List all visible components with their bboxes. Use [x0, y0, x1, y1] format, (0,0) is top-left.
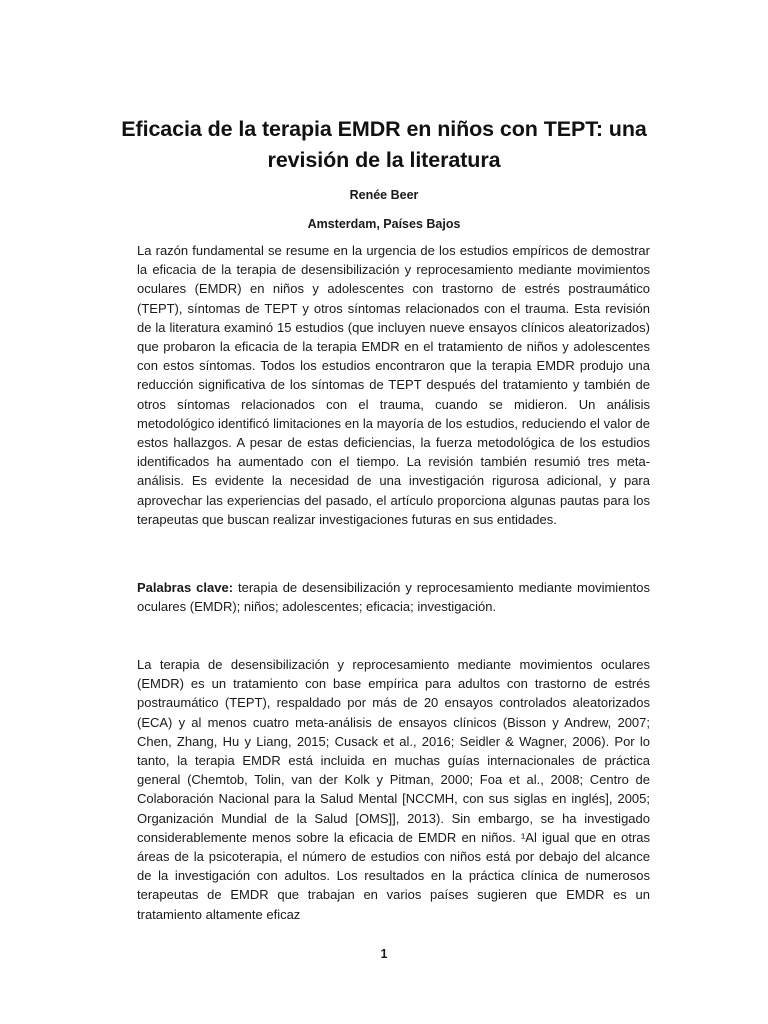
page-number: 1 [380, 947, 388, 961]
author-affiliation: Amsterdam, Países Bajos [307, 217, 461, 231]
keywords-paragraph [137, 578, 650, 616]
paper-title: Eficacia de la terapia EMDR en niños con TEPT: una revisión de la literatura [121, 117, 647, 172]
keywords-label: Palabras clave: [137, 580, 234, 595]
abstract-paragraph: La razón fundamental se resume en la urgencia de los estudios empíricos de demostrar la eficacia de la terapia de desensibilización y reprocesamiento mediante movimientos oculares (EMDR) en niños y adolescentes con trastorno de estrés postraumático (TEPT), síntomas de TEPT y otros síntomas relacionados con el trauma. Esta revisión de la literatura examinó 15 estudios (que incluyen nueve ensayos clínicos aleatorizados) que probaron la eficacia de la terapia EMDR en el tratamiento de niños y adolescentes con estos síntomas. Todos los estudios encontraron que la terapia EMDR produjo una reducción significativa de los síntomas de TEPT después del tratamiento y también de otros síntomas relacionados con el trauma, cuando se midieron. Un análisis metodológico identificó limitaciones en la mayoría de los estudios, reduciendo el valor de estos hallazgos. A pesar de estas deficiencias, la fuerza metodológica de los estudios identificados ha aumentado con el tiempo. La revisión también resumió tres meta-análisis. Es evidente la necesidad de una investigación rigurosa adicional, y para aprovechar las experiencias del pasado, el artículo proporciona algunas pautas para los terapeutas que buscan realizar investigaciones futuras en sus entidades. [137, 243, 650, 527]
keywords-text: terapia de desensibilización y reprocesamiento mediante movimientos oculares (EMDR); niños; adolescentes; eficacia; investigación. [137, 580, 650, 615]
author-name: Renée Beer [349, 188, 419, 202]
introduction-paragraph: La terapia de desensibilización y reprocesamiento mediante movimientos oculares (EMDR) es un tratamiento con base empírica para adultos con trastorno de estrés postraumático (TEPT), respaldado por más de 20 ensayos controlados aleatorizados (ECA) y al menos cuatro meta-análisis de ensayos clínicos (Bisson y Andrew, 2007; Chen, Zhang, Hu y Liang, 2015; Cusack et al., 2016; Seidler & Wagner, 2006). Por lo tanto, la terapia EMDR está incluida en muchas guías internacionales de práctica general (Chemtob, Tolin, van der Kolk y Pitman, 2000; Foa et al., 2008; Centro de Colaboración Nacional para la Salud Mental [NCCMH, con sus siglas en inglés], 2005; Organización Mundial de la Salud [OMS]], 2013). Sin embargo, se ha investigado considerablemente menos sobre la eficacia de EMDR en niños. ¹Al igual que en otras áreas de la psicoterapia, el número de estudios con niños está por debajo del alcance de la investigación con adultos. Los resultados en la práctica clínica de numerosos terapeutas de EMDR que trabajan en varios países sugieren que EMDR es un tratamiento altamente eficaz [137, 657, 650, 922]
